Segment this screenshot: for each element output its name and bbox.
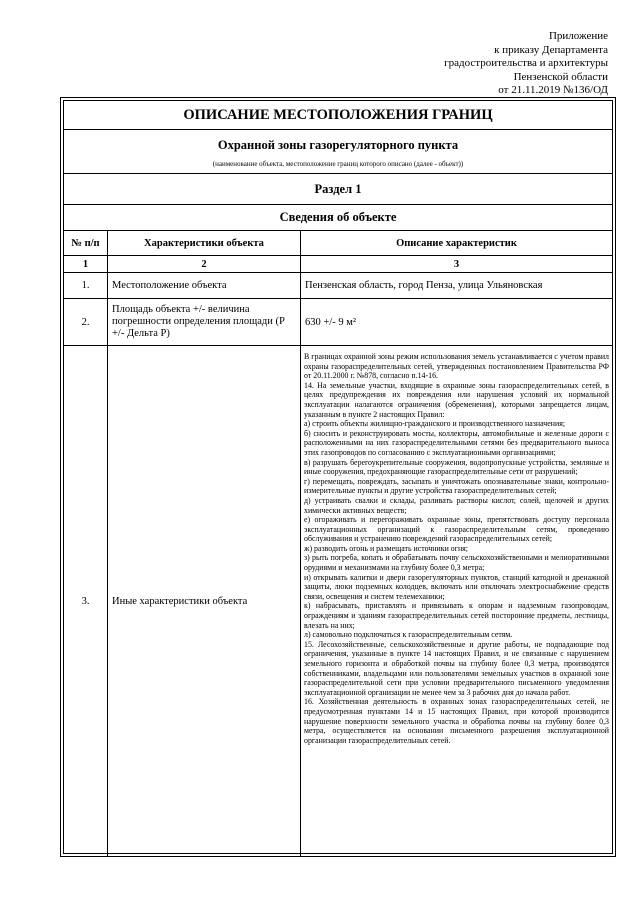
section-row — [64, 174, 612, 205]
description-paragraph: в) разрушать берегоукрепительные сооружения, водопропускные устройства, земляные и иные сооружения, предохраняющие газораспределительные сети от разрушений; — [304, 457, 609, 477]
row-description-cell — [301, 346, 612, 857]
row-characteristic: Местоположение объекта — [108, 273, 301, 298]
section-heading: Раздел 1 — [314, 181, 362, 196]
object-subtitle: Охранной зоны газорегуляторного пункта — [217, 138, 459, 152]
description-text — [304, 352, 609, 745]
description-paragraph: г) перемещать, повреждать, засыпать и уничтожать опознавательные знаки, контрольно-измерительные пункты и другие устройства газораспределительных сетей; — [304, 476, 609, 496]
row-value: Пензенская область, город Пенза, улица Ульяновская — [305, 280, 543, 291]
appendix-line: Пензенской области — [513, 70, 608, 83]
table-row — [64, 299, 612, 346]
description-paragraph: и) открывать калитки и двери газорегуляторных пунктов, станций катодной и дренажной защиты, люки подземных колодцев, включать или отключать электроснабжение средств связи, освещения и систем телемеханики; — [304, 572, 609, 601]
column-number-row — [64, 256, 612, 273]
section-title: Сведения об объекте — [279, 210, 397, 224]
description-paragraph: а) строить объекты жилищно-гражданского и производственного назначения; — [304, 419, 566, 429]
column-number: 3 — [453, 258, 460, 270]
row-number: 1. — [64, 273, 108, 298]
section-title-row — [64, 205, 612, 231]
subtitle-row — [64, 130, 612, 174]
description-paragraph: 14. На земельные участки, входящие в охранные зоны газораспределительных сетей, в целях предупреждения их повреждения или нарушения условий их нормальной эксплуатации налагаются ограничения (обременения), которыми запрещается лицам, указанным в пункте 2 настоящих Правил: — [304, 380, 609, 419]
appendix-line: от 21.11.2019 №136/ОД — [498, 84, 608, 96]
subtitle-note: (наименование объекта, местоположение границ которого описано (далее - объект)) — [212, 160, 464, 168]
title-row — [64, 101, 612, 130]
appendix-line: градостроительства и архитектуры — [444, 57, 608, 69]
description-paragraph: ж) разводить огонь и размещать источники огня; — [304, 543, 469, 553]
description-paragraph: д) устраивать свалки и склады, разливать растворы кислот, солей, щелочей и других химически активных веществ; — [304, 495, 609, 515]
description-paragraph: 15. Лесохозяйственные, сельскохозяйственные и другие работы, не подпадающие под ограничения, указанные в пункте 14 настоящих Правил, и не связанные с нарушением земельного горизонта и обработкой почвы на глубину более 0,3 метра, производятся собственниками, владельцами или пользователями земельных участков в охранной зоне газораспределительной сети при условии предварительного письменного уведомления эксплуатационной организации не менее чем за 3 рабочих дня до начала работ. — [304, 639, 609, 697]
appendix-block — [368, 30, 608, 98]
description-paragraph: б) сносить и реконструировать мосты, коллекторы, автомобильные и железные дороги с расположенными на них газораспределительными сетями без предварительного выноса этих газопроводов по согласованию с эксплуатационными организациями; — [304, 428, 609, 457]
table-row — [64, 273, 612, 299]
row-characteristic: Площадь объекта +/- величина погрешности определения площади (Р +/- Дельта Р) — [108, 299, 301, 345]
description-paragraph: з) рыть погреба, копать и обрабатывать почву сельскохозяйственными и мелиоративными орудиями и механизмами на глубину более 0,3 метра; — [304, 553, 609, 573]
header-description: Описание характеристик — [396, 237, 517, 249]
description-paragraph: л) самовольно подключаться к газораспределительным сетям. — [304, 630, 513, 640]
row-value: 630 +/- 9 м² — [305, 316, 357, 328]
description-paragraph: к) набрасывать, приставлять и привязывать к опорам и надземным газопроводам, ограждениям и зданиям газораспределительных сетей посторонние предметы, лестницы, влезать на них; — [304, 601, 609, 630]
column-number: 2 — [108, 256, 301, 272]
document-frame — [60, 97, 616, 857]
table-row — [64, 346, 612, 857]
description-paragraph: В границах охранной зоны режим использования земель устанавливается с учетом правил охраны газораспределительных сетей, утвержденных постановлением Правительства РФ от 20.11.2000 г. №878, согласно п.14-16. — [304, 352, 609, 381]
description-paragraph: е) огораживать и перегораживать охранные зоны, препятствовать доступу персонала эксплуатационных организаций к газораспределительным сетям, проведению обслуживания и устранению повреждений газораспределительных сетей; — [304, 515, 609, 544]
page-title: ОПИСАНИЕ МЕСТОПОЛОЖЕНИЯ ГРАНИЦ — [183, 106, 493, 123]
row-characteristic: Иные характеристики объекта — [108, 346, 301, 857]
description-paragraph: 16. Хозяйственная деятельность в охранных зонах газораспределительных сетей, не предусмотренная пунктами 14 и 15 настоящих Правил, при которой производится нарушение поверхности земельного участка и обработка почвы на глубину более 0,3 метра, осуществляется на основании письменного разрешения эксплуатационной организации газораспределительных сетей. — [304, 697, 609, 745]
appendix-line: Приложение — [548, 30, 608, 42]
document-inner — [63, 100, 613, 854]
table-header-row — [64, 231, 612, 256]
row-number: 2. — [64, 299, 108, 345]
row-number: 3. — [64, 346, 108, 857]
header-number: № п/п — [64, 231, 108, 255]
appendix-line: к приказу Департамента — [494, 43, 608, 56]
column-number: 1 — [64, 256, 108, 272]
header-characteristics: Характеристики объекта — [108, 231, 301, 255]
